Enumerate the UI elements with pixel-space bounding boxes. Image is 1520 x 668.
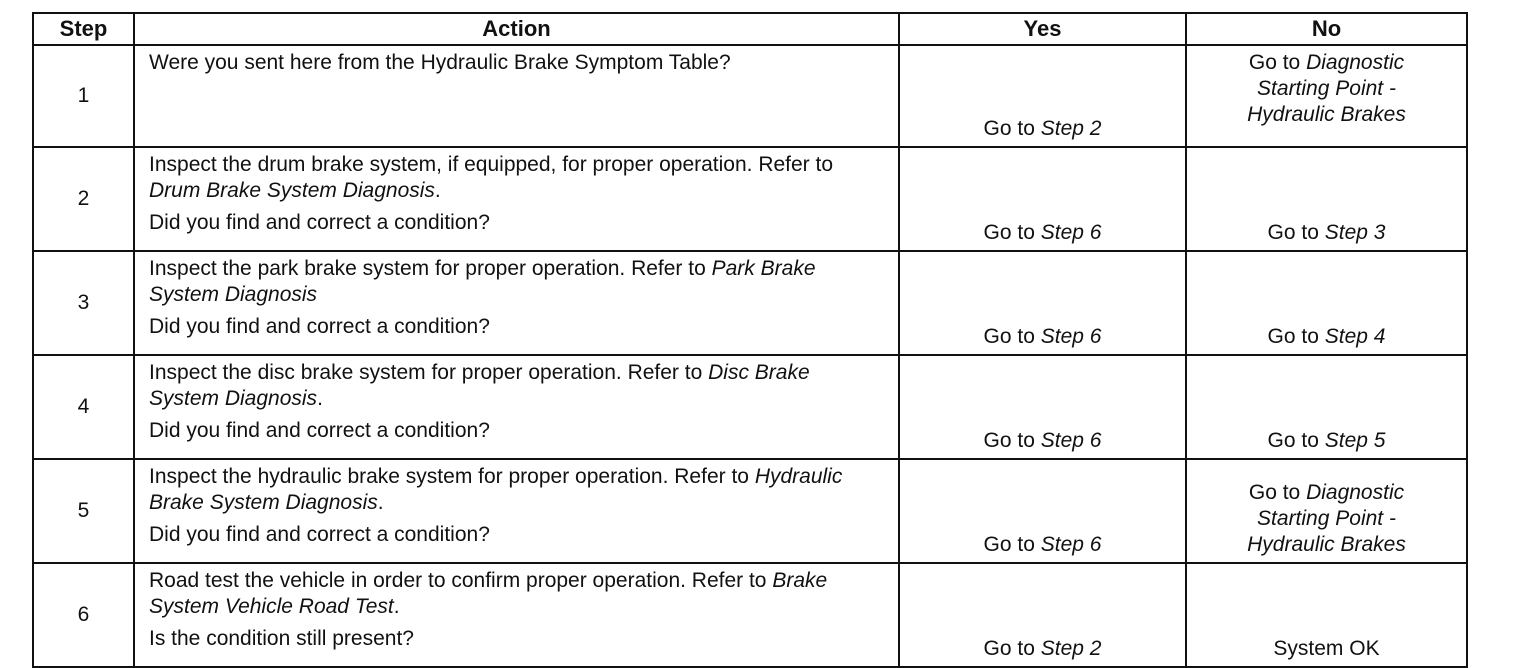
step-number: 1 (33, 45, 134, 147)
no-cell (1186, 45, 1467, 147)
no-prefix: Go to (1267, 429, 1325, 452)
action-text (149, 152, 884, 204)
action-ref-link[interactable]: Brake System Vehicle Road Test (149, 569, 828, 618)
yes-step-link[interactable]: Step 6 (1040, 429, 1102, 452)
action-text-tail: . (393, 595, 400, 618)
table-row (33, 147, 1467, 251)
no-ref-link[interactable]: Hydraulic Brakes (1247, 533, 1406, 556)
no-ref-link[interactable]: Hydraulic Brakes (1247, 103, 1406, 126)
yes-step-link[interactable]: Step 6 (1040, 221, 1102, 244)
yes-step-link[interactable]: Step 2 (1040, 117, 1102, 140)
no-step-link[interactable]: Step 4 (1324, 325, 1386, 348)
action-cell (134, 563, 899, 667)
action-question: Did you find and correct a condition? (149, 315, 490, 338)
action-cell (134, 355, 899, 459)
action-text-main: Road test the vehicle in order to confirm proper operation. Refer to (149, 569, 773, 592)
header-row (33, 13, 1467, 45)
action-cell (134, 251, 899, 355)
header-step: Step (33, 13, 134, 45)
action-text-main: Inspect the drum brake system, if equipped, for proper operation. Refer to (149, 153, 834, 176)
header-action: Action (134, 13, 899, 45)
action-question: Did you find and correct a condition? (149, 211, 490, 234)
no-prefix: Go to (1267, 325, 1325, 348)
table-row (33, 563, 1467, 667)
action-text (149, 256, 884, 308)
no-cell (1186, 147, 1467, 251)
no-prefix: Go to (1248, 51, 1307, 74)
action-text-tail: . (434, 179, 441, 202)
no-cell (1186, 251, 1467, 355)
yes-prefix: Go to (983, 221, 1041, 244)
table-row (33, 45, 1467, 147)
step-number: 2 (33, 147, 134, 251)
no-result: System OK (1273, 637, 1380, 660)
diagnostic-table (32, 12, 1468, 668)
yes-step-link[interactable]: Step 2 (1040, 637, 1102, 660)
action-question: Did you find and correct a condition? (149, 419, 490, 442)
action-text (149, 464, 884, 516)
step-number: 5 (33, 459, 134, 563)
no-prefix: Go to (1248, 481, 1307, 504)
table-row (33, 459, 1467, 563)
no-cell (1186, 355, 1467, 459)
yes-prefix: Go to (983, 117, 1041, 140)
action-cell (134, 45, 899, 147)
action-ref-link[interactable]: Park Brake System Diagnosis (149, 257, 816, 306)
yes-cell (899, 45, 1186, 147)
header-no: No (1186, 13, 1467, 45)
action-text-main: Inspect the disc brake system for proper operation. Refer to (149, 361, 709, 384)
no-ref-link[interactable]: Starting Point - (1257, 77, 1396, 100)
action-text-main: Inspect the park brake system for proper operation. Refer to (149, 257, 712, 280)
action-text: Were you sent here from the Hydraulic Brake Symptom Table? (149, 51, 731, 74)
action-text-main: Inspect the hydraulic brake system for proper operation. Refer to (149, 465, 755, 488)
yes-prefix: Go to (983, 429, 1041, 452)
step-number: 4 (33, 355, 134, 459)
yes-cell (899, 251, 1186, 355)
action-ref-link[interactable]: Disc Brake System Diagnosis (149, 361, 810, 410)
yes-prefix: Go to (983, 637, 1041, 660)
yes-cell (899, 355, 1186, 459)
yes-step-link[interactable]: Step 6 (1040, 325, 1102, 348)
yes-prefix: Go to (983, 325, 1041, 348)
action-cell (134, 147, 899, 251)
no-cell (1186, 459, 1467, 563)
yes-prefix: Go to (983, 533, 1041, 556)
action-ref-link[interactable]: Drum Brake System Diagnosis (149, 179, 435, 202)
action-question: Did you find and correct a condition? (149, 523, 490, 546)
yes-cell (899, 459, 1186, 563)
action-text-tail: . (377, 491, 384, 514)
no-ref-link[interactable]: Diagnostic (1306, 51, 1405, 74)
action-cell (134, 459, 899, 563)
no-step-link[interactable]: Step 3 (1324, 221, 1386, 244)
no-ref-link[interactable]: Diagnostic (1306, 481, 1405, 504)
no-cell (1186, 563, 1467, 667)
yes-step-link[interactable]: Step 6 (1040, 533, 1102, 556)
action-text (149, 568, 884, 620)
no-step-link[interactable]: Step 5 (1324, 429, 1386, 452)
action-text-tail: . (317, 387, 323, 410)
header-yes: Yes (899, 13, 1186, 45)
step-number: 6 (33, 563, 134, 667)
step-number: 3 (33, 251, 134, 355)
no-prefix: Go to (1267, 221, 1325, 244)
table-row (33, 355, 1467, 459)
action-text (149, 360, 884, 412)
action-ref-link[interactable]: Hydraulic Brake System Diagnosis (149, 465, 843, 514)
no-ref-link[interactable]: Starting Point - (1257, 507, 1396, 530)
action-question: Is the condition still present? (149, 627, 414, 650)
yes-cell (899, 563, 1186, 667)
yes-cell (899, 147, 1186, 251)
table-row (33, 251, 1467, 355)
